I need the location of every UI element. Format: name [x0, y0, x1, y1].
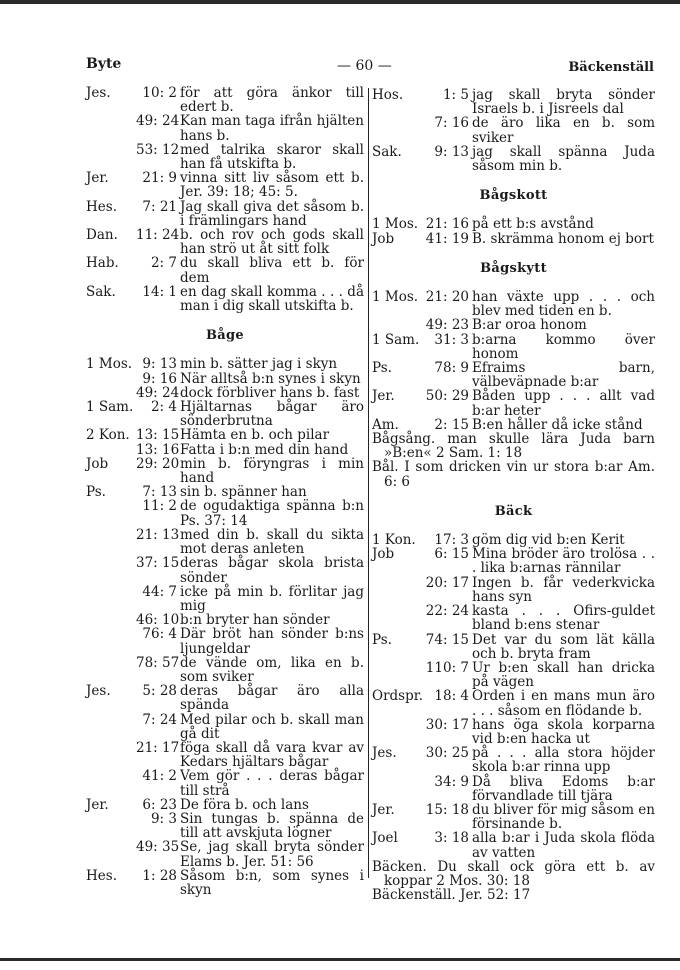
concordance-entry: [86, 627, 364, 655]
entry-text: Ingen b. får vederkvicka hans syn: [472, 574, 655, 605]
entry-text: b:arna kommo över honom: [472, 331, 655, 362]
verse-reference: 78: 9: [434, 360, 469, 377]
verse-reference: 20: 17: [425, 574, 469, 591]
verse-reference: 21: 13: [136, 526, 180, 543]
entry-text: föga skall då vara kvar av Kedars hjältars bågar: [180, 739, 364, 771]
entry-text: Fatta i b:n med din hand: [180, 441, 349, 458]
book-abbrev: Jer.: [86, 796, 109, 813]
entry-text: Se, jag skall bryta sönder Elams b. Jer. 51: 56: [180, 839, 364, 870]
verse-reference: 14: 1: [142, 283, 177, 300]
verse-reference: 1: 5: [442, 87, 469, 103]
verse-reference: 41: 2: [142, 768, 177, 785]
concordance-entry: [86, 613, 364, 627]
verse-reference: 15: 18: [425, 801, 469, 818]
concordance-entry: [86, 713, 364, 741]
concordance-entry: [372, 333, 655, 361]
verse-reference: 30: 25: [425, 745, 469, 762]
concordance-entry: [86, 143, 364, 171]
concordance-entry: [372, 803, 655, 831]
hanging-entry: [372, 460, 655, 488]
entry-text: med din b. skall du sikta mot deras anleten: [180, 526, 364, 558]
entry-text: b:n bryter han sönder: [180, 612, 330, 629]
entry-text: Båden upp . . . allt vad b:ar heter: [472, 388, 655, 419]
verse-reference: 31: 3: [434, 331, 469, 348]
entry-text: B:ar oroa honom: [472, 317, 587, 334]
book-abbrev: Jes.: [86, 683, 111, 700]
entry-text: för att göra änkor till edert b.: [180, 85, 364, 116]
concordance-entry: [372, 689, 655, 717]
book-abbrev: Am.: [372, 416, 399, 433]
concordance-entry: [372, 831, 655, 859]
entry-text: De föra b. och lans: [180, 796, 309, 813]
verse-reference: 34: 9: [434, 773, 469, 790]
book-abbrev: Hes.: [86, 867, 117, 884]
entry-text: vinna sitt liv såsom ett b. Jer. 39: 18; 45: 5.: [180, 170, 364, 201]
entry-text: en dag skall komma . . . då man i dig skall utskifta b.: [180, 283, 364, 315]
verse-reference: 49: 24: [136, 113, 180, 130]
verse-reference: 21: 16: [425, 216, 469, 233]
concordance-entry: [86, 798, 364, 812]
entry-text: med talrika skaror skall han få utskifta b.: [180, 141, 364, 173]
verse-reference: 41: 19: [425, 230, 469, 247]
concordance-entry: [372, 418, 655, 432]
entry-text: Hämta en b. och pilar: [180, 427, 330, 444]
column-divider: [368, 88, 369, 878]
verse-reference: 18: 4: [434, 688, 469, 705]
concordance-entry: [86, 812, 364, 840]
concordance-entry: [86, 499, 364, 527]
entry-keyword: Bål.: [372, 459, 399, 476]
entry-text: Efraims barn, välbeväpnade b:ar: [472, 360, 655, 391]
concordance-entry: [372, 88, 655, 116]
verse-reference: 29: 20: [136, 455, 180, 472]
concordance-entry: [86, 840, 364, 868]
verse-reference: 3: 18: [434, 830, 469, 847]
entry-text: Vem gör . . . deras bågar till strå: [180, 768, 364, 799]
book-abbrev: Hos.: [372, 87, 404, 103]
book-abbrev: Joel: [372, 830, 398, 847]
entry-text: b. och rov och gods skall han strö ut åt sitt folk: [180, 227, 364, 258]
entry-text: I som dricken vin ur stora b:ar Am. 6: 6: [384, 459, 655, 490]
verse-reference: 2: 7: [150, 255, 177, 272]
page-header: [0, 56, 680, 78]
entry-keyword: Bäckenställ.: [372, 887, 456, 904]
left-column: [86, 86, 364, 897]
concordance-entry: [372, 661, 655, 689]
book-abbrev: Job: [372, 230, 395, 247]
entry-text: de ogudaktiga spänna b:n Ps. 37: 14: [180, 498, 364, 529]
concordance-entry: [372, 576, 655, 604]
concordance-entry: [372, 389, 655, 417]
entry-text: Orden i en mans mun äro . . . såsom en flödande b.: [472, 688, 655, 719]
verse-reference: 110: 7: [425, 659, 469, 676]
verse-reference: 78: 57: [136, 654, 180, 671]
header-right-keyword: Bäckenställ: [568, 60, 654, 75]
concordance-entry: [372, 318, 655, 332]
concordance-entry: [372, 232, 655, 246]
concordance-entry: [86, 656, 364, 684]
entry-text: Sin tungas b. spänna de till att avskjuta lögner: [180, 810, 364, 842]
concordance-entry: [86, 114, 364, 142]
book-abbrev: Sak.: [372, 143, 402, 160]
verse-reference: 74: 15: [425, 631, 469, 648]
concordance-entry: [372, 547, 655, 575]
entry-text: min b. sätter jag i skyn: [180, 356, 338, 373]
right-column: [372, 88, 655, 902]
entry-text: göm dig vid b:en Kerit: [472, 532, 625, 549]
entry-keyword: Bågsång.: [372, 431, 436, 448]
concordance-entry: [86, 443, 364, 457]
book-abbrev: 1 Kon.: [372, 532, 416, 549]
entry-text: på ett b:s avstånd: [472, 216, 594, 233]
book-abbrev: Jes.: [372, 745, 397, 762]
entry-text: B. skrämma honom ej bort: [472, 230, 654, 247]
book-abbrev: Dan.: [86, 227, 118, 244]
verse-reference: 11: 2: [142, 498, 177, 515]
concordance-entry: [372, 718, 655, 746]
verse-reference: 49: 24: [136, 384, 180, 401]
entry-text: man skulle lära Juda barn »B:en« 2 Sam. 1: 18: [384, 431, 655, 462]
concordance-entry: [86, 741, 364, 769]
hanging-entry: [372, 860, 655, 888]
hanging-entry: [372, 888, 655, 902]
concordance-entry: [86, 400, 364, 428]
verse-reference: 21: 9: [142, 170, 177, 187]
verse-reference: 76: 4: [142, 626, 177, 643]
concordance-entry: [86, 428, 364, 442]
book-abbrev: Jer.: [372, 801, 395, 818]
verse-reference: 44: 7: [142, 583, 177, 600]
book-abbrev: Ps.: [372, 631, 392, 648]
book-abbrev: Hab.: [86, 255, 119, 272]
verse-reference: 37: 15: [136, 555, 180, 572]
book-abbrev: Jer.: [86, 170, 109, 187]
concordance-entry: [86, 86, 364, 114]
entry-text: Ur b:en skall han dricka på vägen: [472, 659, 655, 691]
book-abbrev: 1 Mos.: [372, 289, 419, 306]
entry-text: Där bröt han sönder b:ns ljungeldar: [180, 626, 364, 657]
section-heading: Bågskott: [479, 188, 548, 204]
scan-top-edge: [0, 0, 680, 4]
concordance-entry: [86, 528, 364, 556]
entry-text: Kan man taga ifrån hjälten hans b.: [180, 113, 364, 144]
entry-text: på . . . alla stora höjder skola b:ar rinna upp: [472, 745, 655, 776]
concordance-entry: [372, 217, 655, 231]
entry-text: deras bågar äro alla spända: [180, 683, 364, 714]
verse-reference: 7: 16: [434, 115, 469, 132]
entry-text: du skall bliva ett b. för dem: [180, 255, 364, 286]
entry-text: de vände om, lika en b. som sviker: [180, 654, 364, 685]
concordance-entry: [86, 256, 364, 284]
concordance-entry: [86, 200, 364, 228]
verse-reference: 9: 13: [142, 356, 177, 373]
entry-text: Hjältarnas bågar äro sönderbrutna: [180, 399, 364, 430]
page-number: — 60 —: [337, 58, 392, 74]
verse-reference: 9: 3: [150, 810, 177, 827]
entry-text: Mina bröder äro trolösa . . . lika b:arnas rännilar: [472, 546, 655, 577]
verse-reference: 21: 17: [136, 739, 180, 756]
verse-reference: 1: 28: [142, 867, 177, 884]
concordance-entry: [86, 372, 364, 386]
verse-reference: 49: 23: [425, 317, 469, 334]
hanging-entry: [372, 432, 655, 460]
entry-text: hans öga skola korparna vid b:en hacka ut: [472, 716, 655, 747]
verse-reference: 10: 2: [142, 85, 177, 101]
verse-reference: 6: 15: [434, 546, 469, 563]
concordance-entry: [372, 116, 655, 144]
concordance-entry: [86, 285, 364, 313]
verse-reference: 2: 4: [150, 399, 177, 416]
entry-text: deras bågar skola brista sönder: [180, 555, 364, 586]
entry-text: Du skall ock göra ett b. av koppar 2 Mos. 30: 18: [384, 858, 655, 889]
book-abbrev: 2 Kon.: [86, 427, 130, 444]
verse-reference: 9: 16: [142, 370, 177, 387]
section-heading: Bäck: [494, 503, 533, 519]
concordance-entry: [86, 869, 364, 897]
verse-reference: 2: 15: [434, 416, 469, 433]
entry-text: jag skall bryta sönder Israels b. i Jisreels dal: [472, 87, 655, 118]
header-left-keyword: Byte: [86, 56, 122, 72]
concordance-entry: [372, 533, 655, 547]
entry-text: Jag skall giva det såsom b. i främlingars hand: [180, 198, 364, 229]
concordance-entry: [372, 775, 655, 803]
verse-reference: 13: 16: [136, 441, 180, 458]
entry-text: B:en håller då icke stånd: [472, 416, 643, 433]
concordance-entry: [86, 171, 364, 199]
book-abbrev: Job: [372, 546, 395, 563]
concordance-entry: [86, 684, 364, 712]
verse-reference: 6: 23: [142, 796, 177, 813]
verse-reference: 22: 24: [425, 603, 469, 620]
verse-reference: 30: 17: [425, 716, 469, 733]
entry-text: alla b:ar i Juda skola flöda av vatten: [472, 830, 655, 861]
book-abbrev: 1 Mos.: [372, 216, 419, 233]
concordance-entry: [372, 746, 655, 774]
verse-reference: 11: 24: [136, 227, 180, 244]
concordance-entry: [372, 633, 655, 661]
concordance-entry: [372, 361, 655, 389]
verse-reference: 17: 3: [434, 532, 469, 549]
concordance-entry: [86, 485, 364, 499]
verse-reference: 9: 13: [434, 143, 469, 160]
verse-reference: 7: 21: [142, 198, 177, 215]
entry-text: Då bliva Edoms b:ar förvandlade till tjära: [472, 773, 655, 804]
book-abbrev: Hes.: [86, 198, 117, 215]
book-abbrev: 1 Sam.: [86, 399, 134, 416]
concordance-entry: [86, 556, 364, 584]
verse-reference: 7: 24: [142, 711, 177, 728]
verse-reference: 5: 28: [142, 683, 177, 700]
section-heading: Bågskytt: [480, 260, 547, 276]
verse-reference: 50: 29: [425, 388, 469, 405]
book-abbrev: Job: [86, 455, 109, 472]
verse-reference: 7: 13: [142, 484, 177, 501]
entry-text: kasta . . . Ofirs-guldet bland b:ens stenar: [472, 603, 655, 634]
verse-reference: 49: 35: [136, 839, 180, 856]
entry-text: de äro lika en b. som sviker: [472, 115, 655, 146]
concordance-entry: [372, 145, 655, 173]
entry-text: sin b. spänner han: [180, 484, 307, 501]
book-abbrev: Jes.: [86, 85, 111, 101]
scan-bottom-edge: [0, 958, 680, 961]
entry-text: Såsom b:n, som synes i skyn: [180, 867, 364, 898]
book-abbrev: Jer.: [372, 388, 395, 405]
verse-reference: 53: 12: [136, 141, 180, 158]
book-abbrev: Ps.: [86, 484, 106, 501]
section-heading: Båge: [206, 328, 244, 344]
concordance-entry: [86, 357, 364, 371]
entry-text: icke på min b. förlitar jag mig: [180, 583, 364, 614]
book-abbrev: Ordspr.: [372, 688, 423, 705]
verse-reference: 13: 15: [136, 427, 180, 444]
entry-text: Det var du som lät källa och b. bryta fram: [472, 631, 655, 662]
verse-reference: 21: 20: [425, 289, 469, 306]
entry-text: När alltså b:n synes i skyn: [180, 370, 361, 387]
concordance-entry: [372, 604, 655, 632]
entry-keyword: Bäcken.: [372, 858, 427, 875]
concordance-entry: [86, 585, 364, 613]
book-abbrev: Ps.: [372, 360, 392, 377]
concordance-entry: [86, 386, 364, 400]
verse-reference: 46: 10: [136, 612, 180, 629]
entry-text: du bliver för mig såsom en försinande b.: [472, 801, 655, 833]
entry-text: Jer. 52: 17: [460, 887, 531, 904]
concordance-entry: [372, 290, 655, 318]
concordance-entry: [86, 228, 364, 256]
concordance-entry: [86, 457, 364, 485]
entry-text: dock förbliver hans b. fast: [180, 384, 360, 401]
entry-text: min b. föryngras i min hand: [180, 455, 364, 487]
book-abbrev: 1 Sam.: [372, 331, 420, 348]
concordance-entry: [86, 769, 364, 797]
entry-text: jag skall spänna Juda såsom min b.: [472, 143, 655, 175]
entry-text: Med pilar och b. skall man gå dit: [180, 711, 364, 742]
book-abbrev: 1 Mos.: [86, 356, 133, 373]
entry-text: han växte upp . . . och blev med tiden en b.: [472, 289, 655, 320]
book-abbrev: Sak.: [86, 283, 116, 300]
